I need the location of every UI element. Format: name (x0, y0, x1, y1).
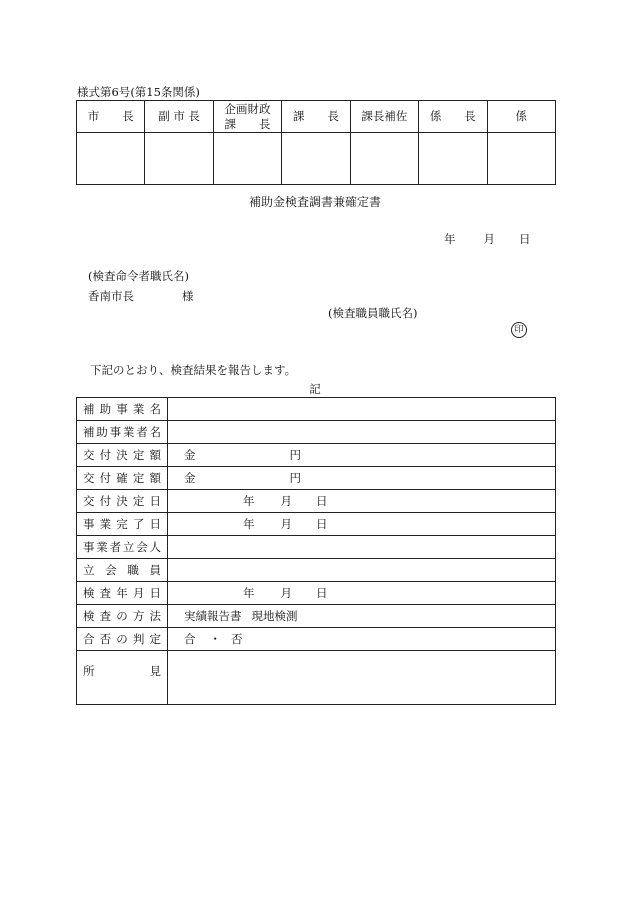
row-label: 検査の方法 (77, 605, 168, 628)
stamp-cell-staff[interactable] (487, 133, 555, 185)
table-row (77, 582, 556, 605)
table-row (77, 398, 556, 421)
judgment-separator: ・ (209, 632, 221, 646)
orderer-label: (検査命令者職氏名) (88, 269, 189, 283)
table-row (77, 513, 556, 536)
grantee-witness-field[interactable] (168, 536, 556, 559)
judgment-field[interactable] (168, 628, 556, 651)
approval-stamp-row (77, 133, 556, 185)
grantee-name-field[interactable] (168, 421, 556, 444)
stamp-cell-mayor[interactable] (77, 133, 145, 185)
stamp-cell-unit-chief[interactable] (419, 133, 487, 185)
addressee-honorific: 様 (182, 289, 194, 303)
intro-text: 下記のとおり、検査結果を報告します。 (90, 363, 297, 377)
seal-mark: 印 (511, 322, 527, 338)
date-day: 日 (519, 232, 531, 246)
document-title: 補助金検査調書兼確定書 (248, 195, 381, 209)
row-label: 補助事業者名 (77, 421, 168, 444)
decided-amount-field[interactable]: 金 円 (168, 444, 556, 467)
approval-header-staff: 係 (487, 101, 555, 133)
table-row (77, 444, 556, 467)
table-row (77, 421, 556, 444)
approval-header-planning-finance-chief: 企画財政 課 長 (213, 101, 281, 133)
stamp-cell-deputy-mayor[interactable] (145, 133, 213, 185)
table-row (77, 651, 556, 705)
completion-date-field[interactable]: 年 月 日 (168, 513, 556, 536)
table-row (77, 467, 556, 490)
row-label: 交付決定額 (77, 444, 168, 467)
table-row (77, 605, 556, 628)
row-label: 交付決定日 (77, 490, 168, 513)
stamp-cell-section-chief[interactable] (282, 133, 350, 185)
addressee-name: 香南市長 (88, 289, 134, 303)
row-label: 事業者立会人 (77, 536, 168, 559)
witness-staff-field[interactable] (168, 559, 556, 582)
approval-stamp-table (76, 100, 556, 185)
addressee (88, 288, 194, 304)
approval-header-deputy-mayor: 副 市 長 (145, 101, 213, 133)
date-month: 月 (483, 232, 495, 246)
inspector-label: (検査職員職氏名) (328, 306, 418, 320)
approval-header-mayor: 市 長 (77, 101, 145, 133)
approval-header-unit-chief: 係 長 (419, 101, 487, 133)
row-label: 合否の判定 (77, 628, 168, 651)
table-row (77, 559, 556, 582)
project-name-field[interactable] (168, 398, 556, 421)
stamp-cell-planning-finance-chief[interactable] (213, 133, 281, 185)
findings-field[interactable] (168, 651, 556, 705)
row-label: 補助事業名 (77, 398, 168, 421)
judgment-fail-option[interactable]: 否 (231, 632, 243, 646)
confirmed-amount-field[interactable]: 金 円 (168, 467, 556, 490)
table-row (77, 536, 556, 559)
date-year: 年 (444, 232, 456, 246)
row-label: 検査年月日 (77, 582, 168, 605)
table-row (77, 490, 556, 513)
judgment-pass-option[interactable]: 合 (184, 632, 196, 646)
inspection-method-field[interactable] (168, 605, 556, 628)
method-report-option[interactable]: 実績報告書 (184, 609, 242, 623)
approval-header-section-chief: 課 長 (282, 101, 350, 133)
row-label: 事業完了日 (77, 513, 168, 536)
document-date (444, 231, 531, 247)
method-site-option[interactable]: 現地検測 (251, 609, 298, 623)
approval-header-row (77, 101, 556, 133)
inspection-date-field[interactable]: 年 月 日 (168, 582, 556, 605)
row-label: 立会職員 (77, 559, 168, 582)
stamp-cell-assistant-chief[interactable] (350, 133, 418, 185)
row-label: 所見 (77, 651, 168, 705)
approval-header-assistant-chief: 課長補佐 (350, 101, 418, 133)
ki-heading: 記 (309, 382, 321, 396)
inspection-details-table (76, 397, 556, 705)
form-number: 様式第6号(第15条関係) (77, 85, 200, 99)
table-row (77, 628, 556, 651)
decision-date-field[interactable]: 年 月 日 (168, 490, 556, 513)
row-label: 交付確定額 (77, 467, 168, 490)
